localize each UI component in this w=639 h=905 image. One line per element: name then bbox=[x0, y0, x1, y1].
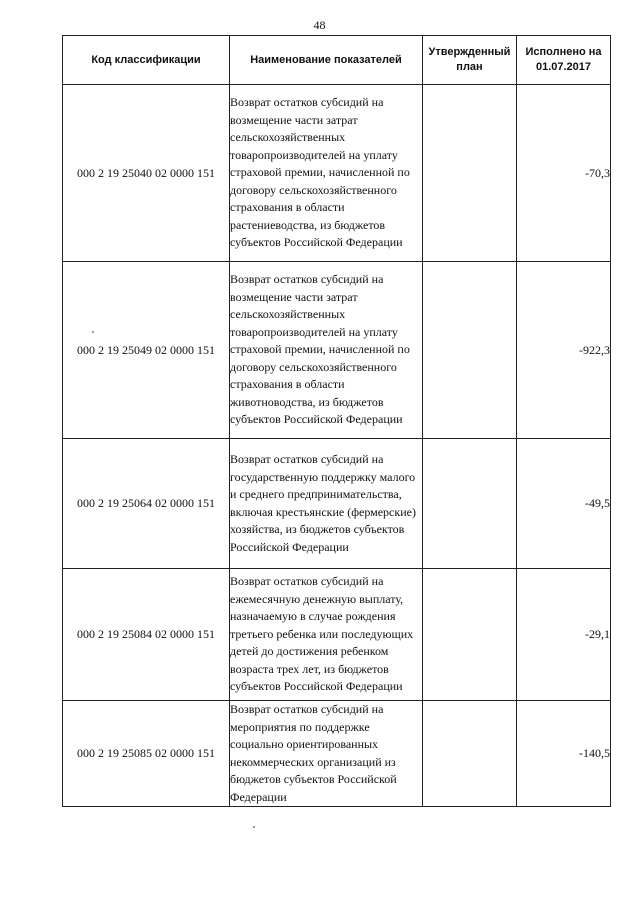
executed-value: -922,3 bbox=[517, 262, 611, 439]
table-body bbox=[63, 85, 611, 807]
indicator-name: Возврат остатков субсидий на возмещение части затрат сельскохозяйственных товаропроизводителей на уплату страховой премии, начисленной по договору сельскохозяйственного страхования в области растениеводства, из бюджетов субъектов Российской Федерации bbox=[230, 85, 423, 262]
scan-speck bbox=[253, 826, 255, 828]
scan-speck bbox=[92, 331, 94, 333]
indicator-name: Возврат остатков субсидий на возмещение части затрат сельскохозяйственных товаропроизводителей на уплату страховой премии, начисленной по договору сельскохозяйственного страхования в области животноводства, из бюджетов субъектов Российской Федерации bbox=[230, 262, 423, 439]
executed-value: -70,3 bbox=[517, 85, 611, 262]
executed-value: -140,5 bbox=[517, 701, 611, 807]
table-row bbox=[63, 569, 611, 701]
table-row bbox=[63, 85, 611, 262]
classification-code: 000 2 19 25085 02 0000 151 bbox=[63, 701, 230, 807]
approved-plan bbox=[423, 569, 517, 701]
header-executed: Исполнено на 01.07.2017 bbox=[517, 36, 611, 85]
table-row bbox=[63, 262, 611, 439]
budget-table bbox=[62, 35, 611, 807]
approved-plan bbox=[423, 85, 517, 262]
table-row bbox=[63, 701, 611, 807]
header-name: Наименование показателей bbox=[230, 36, 423, 85]
indicator-name: Возврат остатков субсидий на ежемесячную денежную выплату, назначаемую в случае рождения третьего ребенка или последующих детей до достижения ребенком возраста трех лет, из бюджетов субъектов Российской Федерации bbox=[230, 569, 423, 701]
approved-plan bbox=[423, 439, 517, 569]
classification-code: 000 2 19 25040 02 0000 151 bbox=[63, 85, 230, 262]
classification-code: 000 2 19 25084 02 0000 151 bbox=[63, 569, 230, 701]
indicator-name: Возврат остатков субсидий на мероприятия по поддержке социально ориентированных некоммерческих организаций из бюджетов субъектов Российской Федерации bbox=[230, 701, 423, 807]
page-number: 48 bbox=[313, 18, 326, 32]
approved-plan bbox=[423, 262, 517, 439]
classification-code: 000 2 19 25064 02 0000 151 bbox=[63, 439, 230, 569]
classification-code: 000 2 19 25049 02 0000 151 bbox=[63, 262, 230, 439]
executed-value: -49,5 bbox=[517, 439, 611, 569]
indicator-name: Возврат остатков субсидий на государственную поддержку малого и среднего предпринимательства, включая крестьянские (фермерские) хозяйства, из бюджетов субъектов Российской Федерации bbox=[230, 439, 423, 569]
executed-value: -29,1 bbox=[517, 569, 611, 701]
table-row bbox=[63, 439, 611, 569]
header-code: Код классификации bbox=[63, 36, 230, 85]
header-plan: Утвержденный план bbox=[423, 36, 517, 85]
table-header bbox=[63, 36, 611, 85]
approved-plan bbox=[423, 701, 517, 807]
